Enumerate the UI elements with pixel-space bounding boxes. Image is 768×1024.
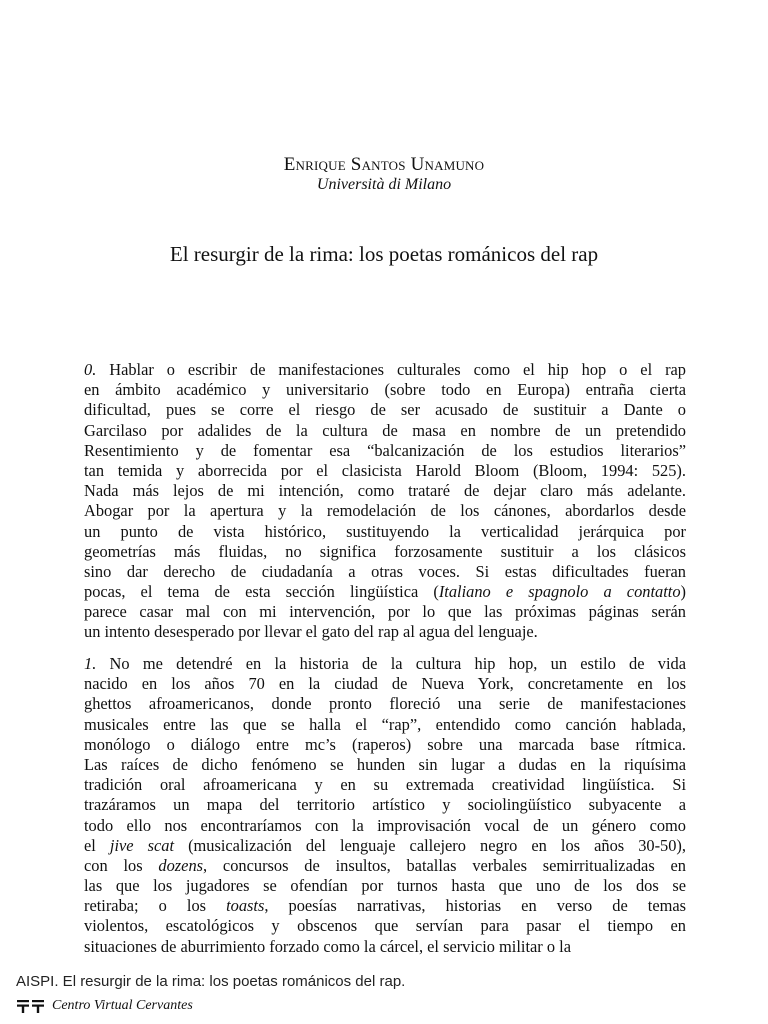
text-line: [84, 937, 686, 957]
text-segment: (musicalización del lenguaje callejero negro en los años 30-50),: [174, 835, 686, 855]
text-segment: Garcilaso por adalides de la cultura de masa en nombre de un pretendido: [84, 420, 686, 440]
section-number: 0.: [84, 360, 97, 379]
text-segment: musicales entre las que se halla el “rap”, entendido como canción hablada,: [84, 714, 686, 734]
text-segment: todo ello nos encontraríamos con la improvisación vocal de un género como: [84, 815, 686, 835]
footer-bar: [0, 962, 768, 1024]
footer-caption: AISPI. El resurgir de la rima: los poetas románicos del rap.: [16, 973, 406, 990]
author-name: Enrique Santos Unamuno: [283, 154, 485, 175]
text-line: [84, 421, 686, 441]
text-segment: Hablar o escribir de manifestaciones culturales como el hip hop o el rap: [109, 360, 686, 379]
text-segment: monólogo o diálogo entre mc’s (raperos) sobre una marcada base rítmica.: [84, 734, 686, 754]
text-line: [84, 400, 686, 420]
text-segment: tradición oral afroamericana y en su extremada creatividad lingüística. Si: [84, 775, 686, 795]
text-segment: nacido en los años 70 en la ciudad de Nueva York, concretamente en los: [84, 674, 686, 694]
text-segment: retiraba; o los: [84, 896, 227, 916]
paper-title: El resurgir de la rima: los poetas románicos del rap: [169, 242, 599, 266]
paragraph-1: [84, 654, 686, 957]
text-segment: Las raíces de dicho fenómeno se hunden sin lugar a dudas en la riquísima: [84, 754, 686, 774]
text-segment: un intento desesperado por llevar el gato del rap al agua del lenguaje.: [84, 622, 538, 642]
text-segment: pocas, el tema de esta sección lingüística (: [84, 582, 439, 602]
text-segment: trazáramos un mapa del territorio artístico y sociolingüístico subyacente a: [84, 795, 686, 815]
italic-term: dozens: [158, 855, 204, 875]
text-line: [84, 582, 686, 602]
text-line: [84, 876, 686, 896]
text-line: [84, 836, 686, 856]
text-line: [84, 360, 686, 380]
text-line: [84, 896, 686, 916]
text-segment: en ámbito académico y universitario (sobre todo en Europa) entraña cierta: [84, 380, 686, 400]
text-line: [84, 816, 686, 836]
text-line: [84, 461, 686, 481]
cvc-brand-text: Centro Virtual Cervantes: [52, 998, 193, 1013]
text-segment: tan temida y aborrecida por el clasicista Harold Bloom (Bloom, 1994: 525).: [84, 460, 686, 480]
text-line: [84, 602, 686, 622]
text-segment: parece casar mal con mi intervención, por lo que las próximas páginas serán: [84, 602, 686, 622]
text-line: [84, 654, 686, 674]
text-segment: ): [680, 582, 686, 602]
text-segment: , poesías narrativas, historias en verso de temas: [264, 896, 686, 916]
text-segment: con los: [84, 855, 159, 875]
section-number: 1.: [84, 654, 97, 673]
text-line: [84, 775, 686, 795]
text-segment: , concursos de insultos, batallas verbales semirritualizadas en: [203, 855, 686, 875]
text-segment: un punto de vista histórico, sustituyendo la verticalidad jerárquica por: [84, 521, 686, 541]
italic-term: jive scat: [109, 835, 175, 855]
text-line: [84, 522, 686, 542]
text-segment: geometrías más fluidas, no significa forzosamente sustituir a los clásicos: [84, 541, 686, 561]
text-segment: las que los jugadores se ofendían por turnos hasta que uno de los dos se: [84, 876, 686, 896]
text-line: [84, 380, 686, 400]
cvc-logo-icon: [16, 998, 46, 1014]
text-segment: el: [84, 835, 110, 855]
paragraph-0: [84, 360, 686, 643]
text-segment: situaciones de aburrimiento forzado como la cárcel, el servicio militar o la: [84, 936, 571, 956]
text-line: [84, 481, 686, 501]
text-segment: Resentimiento y de fomentar esa “balcanización de los estudios literarios”: [84, 440, 686, 460]
italic-term: toasts: [226, 896, 265, 916]
text-line: [84, 441, 686, 461]
author-affiliation: Università di Milano: [316, 176, 452, 193]
text-segment: ghettos afroamericanos, donde pronto floreció una serie de manifestaciones: [84, 694, 686, 714]
text-line: [84, 856, 686, 876]
text-line: [84, 735, 686, 755]
text-segment: No me detendré en la historia de la cultura hip hop, un estilo de vida: [109, 654, 686, 673]
text-segment: dificultad, pues se corre el riesgo de ser acusado de sustituir a Dante o: [84, 400, 686, 420]
text-line: [84, 916, 686, 936]
italic-term: Italiano e spagnolo a contatto: [438, 582, 681, 602]
text-line: [84, 562, 686, 582]
text-line: [84, 795, 686, 815]
text-segment: violentos, escatológicos y obscenos que servían para pasar el tiempo en: [84, 916, 686, 936]
text-segment: Abogar por la apertura y la remodelación de los cánones, abordarlos desde: [84, 501, 686, 521]
text-line: [84, 622, 686, 642]
text-segment: Nada más lejos de mi intención, como trataré de dejar claro más adelante.: [84, 481, 686, 501]
text-line: [84, 542, 686, 562]
text-line: [84, 755, 686, 775]
text-line: [84, 694, 686, 714]
text-segment: sino dar derecho de ciudadanía a otras voces. Si estas dificultades fueran: [84, 561, 686, 581]
text-line: [84, 674, 686, 694]
cvc-brand[interactable]: [16, 998, 193, 1014]
text-line: [84, 501, 686, 521]
text-line: [84, 715, 686, 735]
